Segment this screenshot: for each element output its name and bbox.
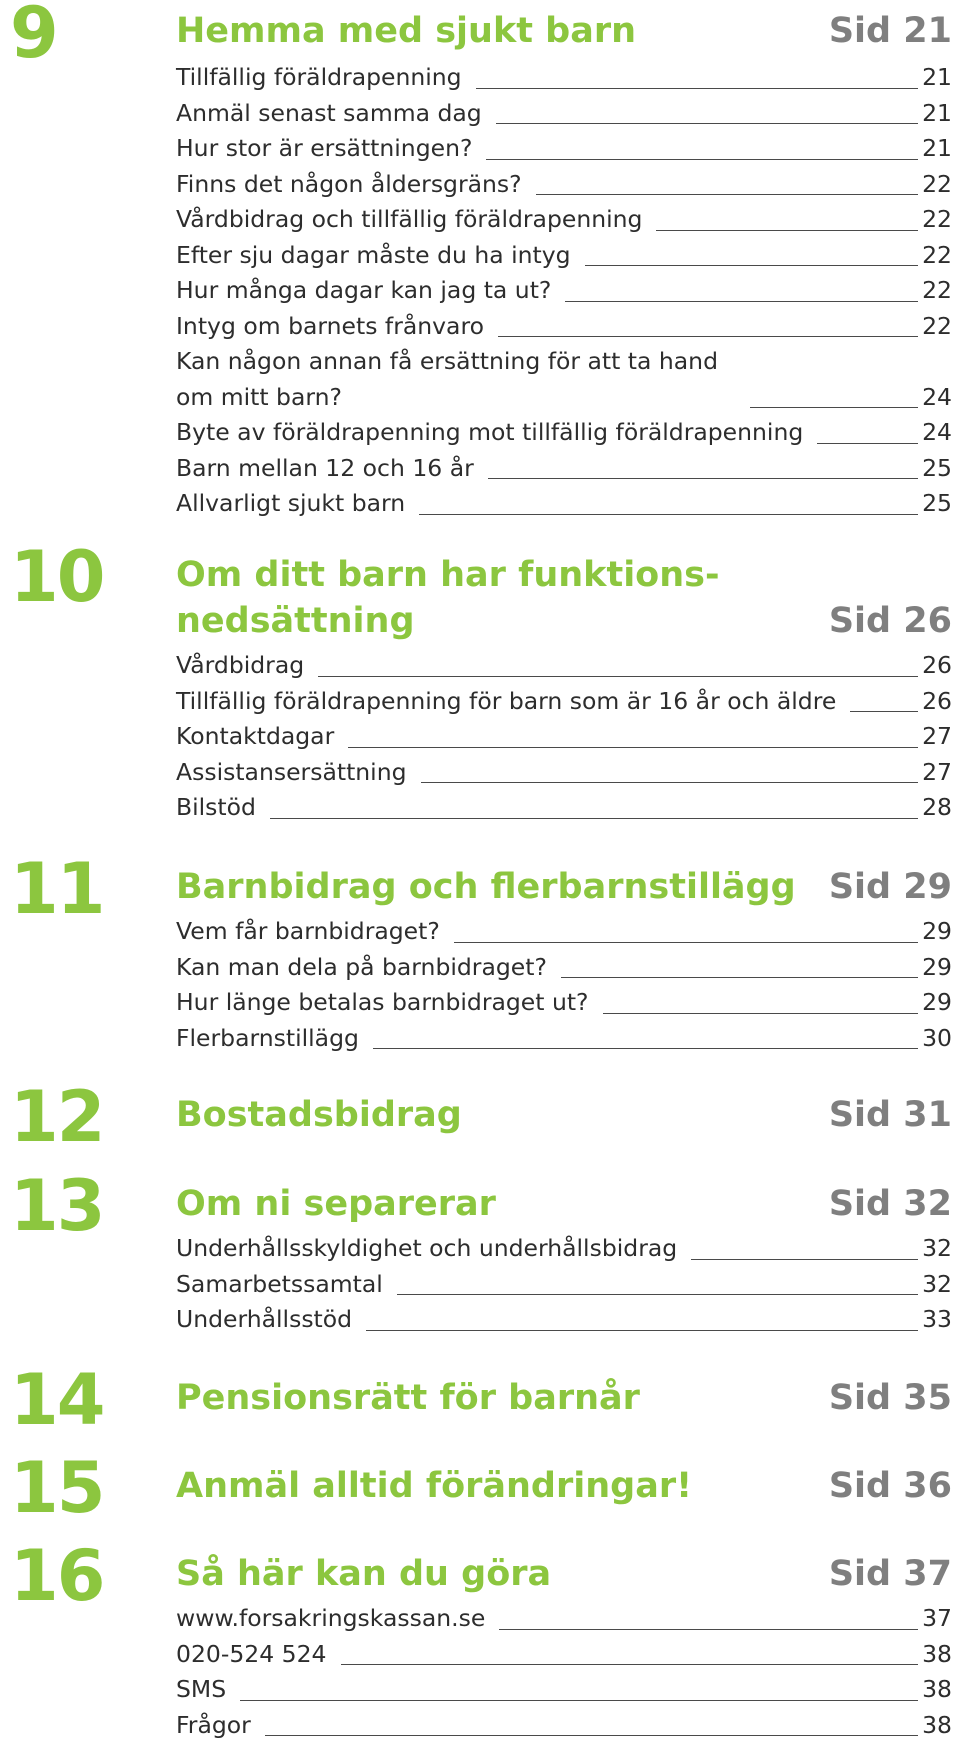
section-page: Sid 36 [828, 1466, 952, 1506]
entry-page: 22 [922, 240, 952, 269]
entry-page: 38 [922, 1710, 952, 1739]
toc-entry[interactable] [176, 1021, 952, 1057]
entry-text: Efter sju dagar måste du ha intyg [176, 240, 571, 269]
section-title: Bostadsbidrag [176, 1095, 462, 1135]
leader-line [750, 407, 918, 408]
toc-entry[interactable] [176, 950, 952, 986]
section-title: Pensionsrätt för barnår [176, 1378, 640, 1418]
entry-text: www.forsakringskassan.se [176, 1604, 486, 1632]
toc-entry[interactable] [176, 202, 952, 238]
entry-text: Kontaktdagar [176, 722, 335, 750]
section-title: Barnbidrag och flerbarnstillägg [176, 867, 796, 907]
section-title: Hemma med sjukt barn [176, 11, 637, 51]
toc-entry[interactable] [176, 486, 952, 522]
leader-line [656, 230, 918, 231]
entry-page: 32 [922, 1234, 952, 1262]
toc-entry[interactable] [176, 1637, 952, 1673]
toc-entry[interactable] [176, 167, 952, 203]
leader-line [850, 711, 918, 712]
entry-text: Underhållsstöd [176, 1305, 353, 1333]
leader-line [486, 159, 918, 160]
leader-line [240, 1700, 918, 1701]
toc-entry[interactable] [176, 1302, 952, 1338]
entry-text: Tillfällig föräldrapenning [176, 63, 462, 91]
entry-page: 29 [922, 952, 952, 981]
section-number: 12 [10, 1076, 104, 1158]
toc-entry[interactable] [176, 1267, 952, 1303]
leader-line [585, 265, 918, 266]
leader-line [603, 1013, 919, 1014]
entry-text: Kan någon annan få ersättning för att ta hand om mitt barn? [176, 347, 718, 411]
leader-line [348, 747, 918, 748]
leader-line [691, 1259, 918, 1260]
toc-entries [176, 1231, 952, 1338]
entry-text: Vem får barnbidraget? [176, 917, 440, 945]
entry-page: 29 [922, 988, 952, 1016]
toc-entries [176, 1601, 952, 1743]
entry-page: 22 [922, 169, 952, 198]
entry-page: 21 [922, 63, 952, 91]
section-page: Sid 37 [828, 1554, 952, 1594]
entry-page: 38 [922, 1639, 952, 1668]
leader-line [318, 676, 918, 677]
entry-page: 21 [922, 98, 952, 127]
section-page: Sid 31 [828, 1095, 952, 1135]
leader-line [366, 1330, 918, 1331]
leader-line [817, 443, 918, 444]
section-heading[interactable] [176, 1463, 952, 1509]
entry-text: Hur länge betalas barnbidraget ut? [176, 988, 589, 1016]
leader-line [341, 1664, 919, 1665]
section-heading[interactable] [176, 552, 952, 644]
section-title: Om ditt barn har funktions-nedsättning [176, 555, 720, 641]
entry-page: 30 [922, 1023, 952, 1052]
entry-page: 37 [922, 1604, 952, 1632]
toc-entry[interactable] [176, 1708, 952, 1743]
leader-line [373, 1048, 918, 1049]
section-number: 10 [10, 536, 104, 618]
leader-line [496, 123, 918, 124]
leader-line [270, 818, 918, 819]
toc-entry[interactable] [176, 60, 952, 96]
entry-text: Finns det någon åldersgräns? [176, 169, 522, 198]
entry-page: 22 [922, 311, 952, 340]
toc-entry[interactable] [176, 1231, 952, 1267]
toc-entry[interactable] [176, 1672, 952, 1708]
leader-line [498, 336, 918, 337]
entry-page: 32 [922, 1269, 952, 1298]
leader-line [265, 1735, 918, 1736]
section-title: Så här kan du göra [176, 1554, 552, 1594]
entry-text: Kan man dela på barnbidraget? [176, 952, 547, 981]
toc-entry[interactable] [176, 684, 952, 720]
entry-text: Flerbarnstillägg [176, 1023, 359, 1052]
toc-entries [176, 914, 952, 1056]
toc-entry[interactable] [176, 1601, 952, 1637]
toc-entry[interactable] [176, 719, 952, 755]
leader-line [488, 478, 918, 479]
entry-text: Hur många dagar kan jag ta ut? [176, 276, 552, 304]
toc-entry[interactable] [176, 914, 952, 950]
section-number: 9 [10, 0, 57, 74]
entry-text: Byte av föräldrapenning mot tillfällig föräldrapenning [176, 418, 804, 446]
entry-text: Vårdbidrag och tillfällig föräldrapenning [176, 205, 643, 233]
entry-text: Tillfällig föräldrapenning för barn som är 16 år och äldre [176, 686, 837, 715]
entry-page: 33 [922, 1305, 952, 1333]
section-heading[interactable] [176, 1181, 952, 1227]
toc-entry[interactable] [176, 451, 952, 487]
entry-text: Underhållsskyldighet och underhållsbidrag [176, 1234, 678, 1262]
leader-line [536, 194, 918, 195]
entry-page: 22 [922, 205, 952, 233]
toc-entries [176, 60, 952, 522]
entry-text: Allvarligt sjukt barn [176, 489, 406, 517]
leader-line [419, 514, 918, 515]
entry-text: Bilstöd [176, 793, 256, 821]
section-number: 11 [10, 848, 104, 930]
toc-entry[interactable] [176, 273, 952, 309]
entry-page: 26 [922, 686, 952, 715]
section-heading[interactable] [176, 1092, 952, 1138]
toc-entry[interactable] [176, 344, 952, 415]
toc-entry[interactable] [176, 238, 952, 274]
entry-page: 27 [922, 722, 952, 750]
section-number: 14 [10, 1359, 104, 1441]
section-page: Sid 26 [828, 601, 952, 641]
entry-page: 26 [922, 651, 952, 679]
entry-page: 28 [922, 793, 952, 821]
entry-text: Barn mellan 12 och 16 år [176, 453, 474, 482]
section-page: Sid 35 [828, 1378, 952, 1418]
entry-page: 25 [922, 453, 952, 482]
entry-page: 27 [922, 757, 952, 786]
leader-line [476, 88, 919, 89]
toc-entry[interactable] [176, 96, 952, 132]
entry-text: Vårdbidrag [176, 651, 305, 679]
entry-text: Frågor [176, 1710, 251, 1739]
leader-line [499, 1629, 918, 1630]
toc-entry[interactable] [176, 985, 952, 1021]
entry-page: 38 [922, 1675, 952, 1703]
toc-entries [176, 648, 952, 826]
section-heading[interactable] [176, 1551, 952, 1597]
leader-line [454, 942, 918, 943]
toc-entry[interactable] [176, 415, 952, 451]
section-title: Om ni separerar [176, 1184, 496, 1224]
entry-text: Anmäl senast samma dag [176, 98, 482, 127]
leader-line [421, 782, 919, 783]
section-heading[interactable] [176, 8, 952, 54]
entry-page: 29 [922, 917, 952, 945]
entry-page: 21 [922, 134, 952, 162]
toc-entry[interactable] [176, 648, 952, 684]
entry-text: SMS [176, 1675, 227, 1703]
entry-text: Assistansersättning [176, 757, 407, 786]
entry-text: Intyg om barnets frånvaro [176, 311, 484, 340]
entry-page: 24 [922, 382, 952, 411]
leader-line [397, 1294, 918, 1295]
section-number: 13 [10, 1165, 104, 1247]
section-number: 15 [10, 1447, 104, 1529]
toc-entry[interactable] [176, 309, 952, 345]
section-title: Anmäl alltid förändringar! [176, 1466, 693, 1506]
entry-text: Hur stor är ersättningen? [176, 134, 473, 162]
section-page: Sid 21 [828, 11, 952, 51]
toc-entry[interactable] [176, 790, 952, 826]
entry-page: 22 [922, 276, 952, 304]
section-heading[interactable] [176, 1375, 952, 1421]
section-page: Sid 32 [828, 1184, 952, 1224]
section-page: Sid 29 [828, 867, 952, 907]
leader-line [561, 977, 918, 978]
toc-entry[interactable] [176, 131, 952, 167]
section-number: 16 [10, 1535, 104, 1617]
leader-line [565, 301, 918, 302]
entry-text: 020-524 524 [176, 1639, 327, 1668]
entry-text: Samarbetssamtal [176, 1269, 383, 1298]
entry-page: 24 [922, 418, 952, 446]
entry-page: 25 [922, 489, 952, 517]
toc-entry[interactable] [176, 755, 952, 791]
section-heading[interactable] [176, 864, 952, 910]
